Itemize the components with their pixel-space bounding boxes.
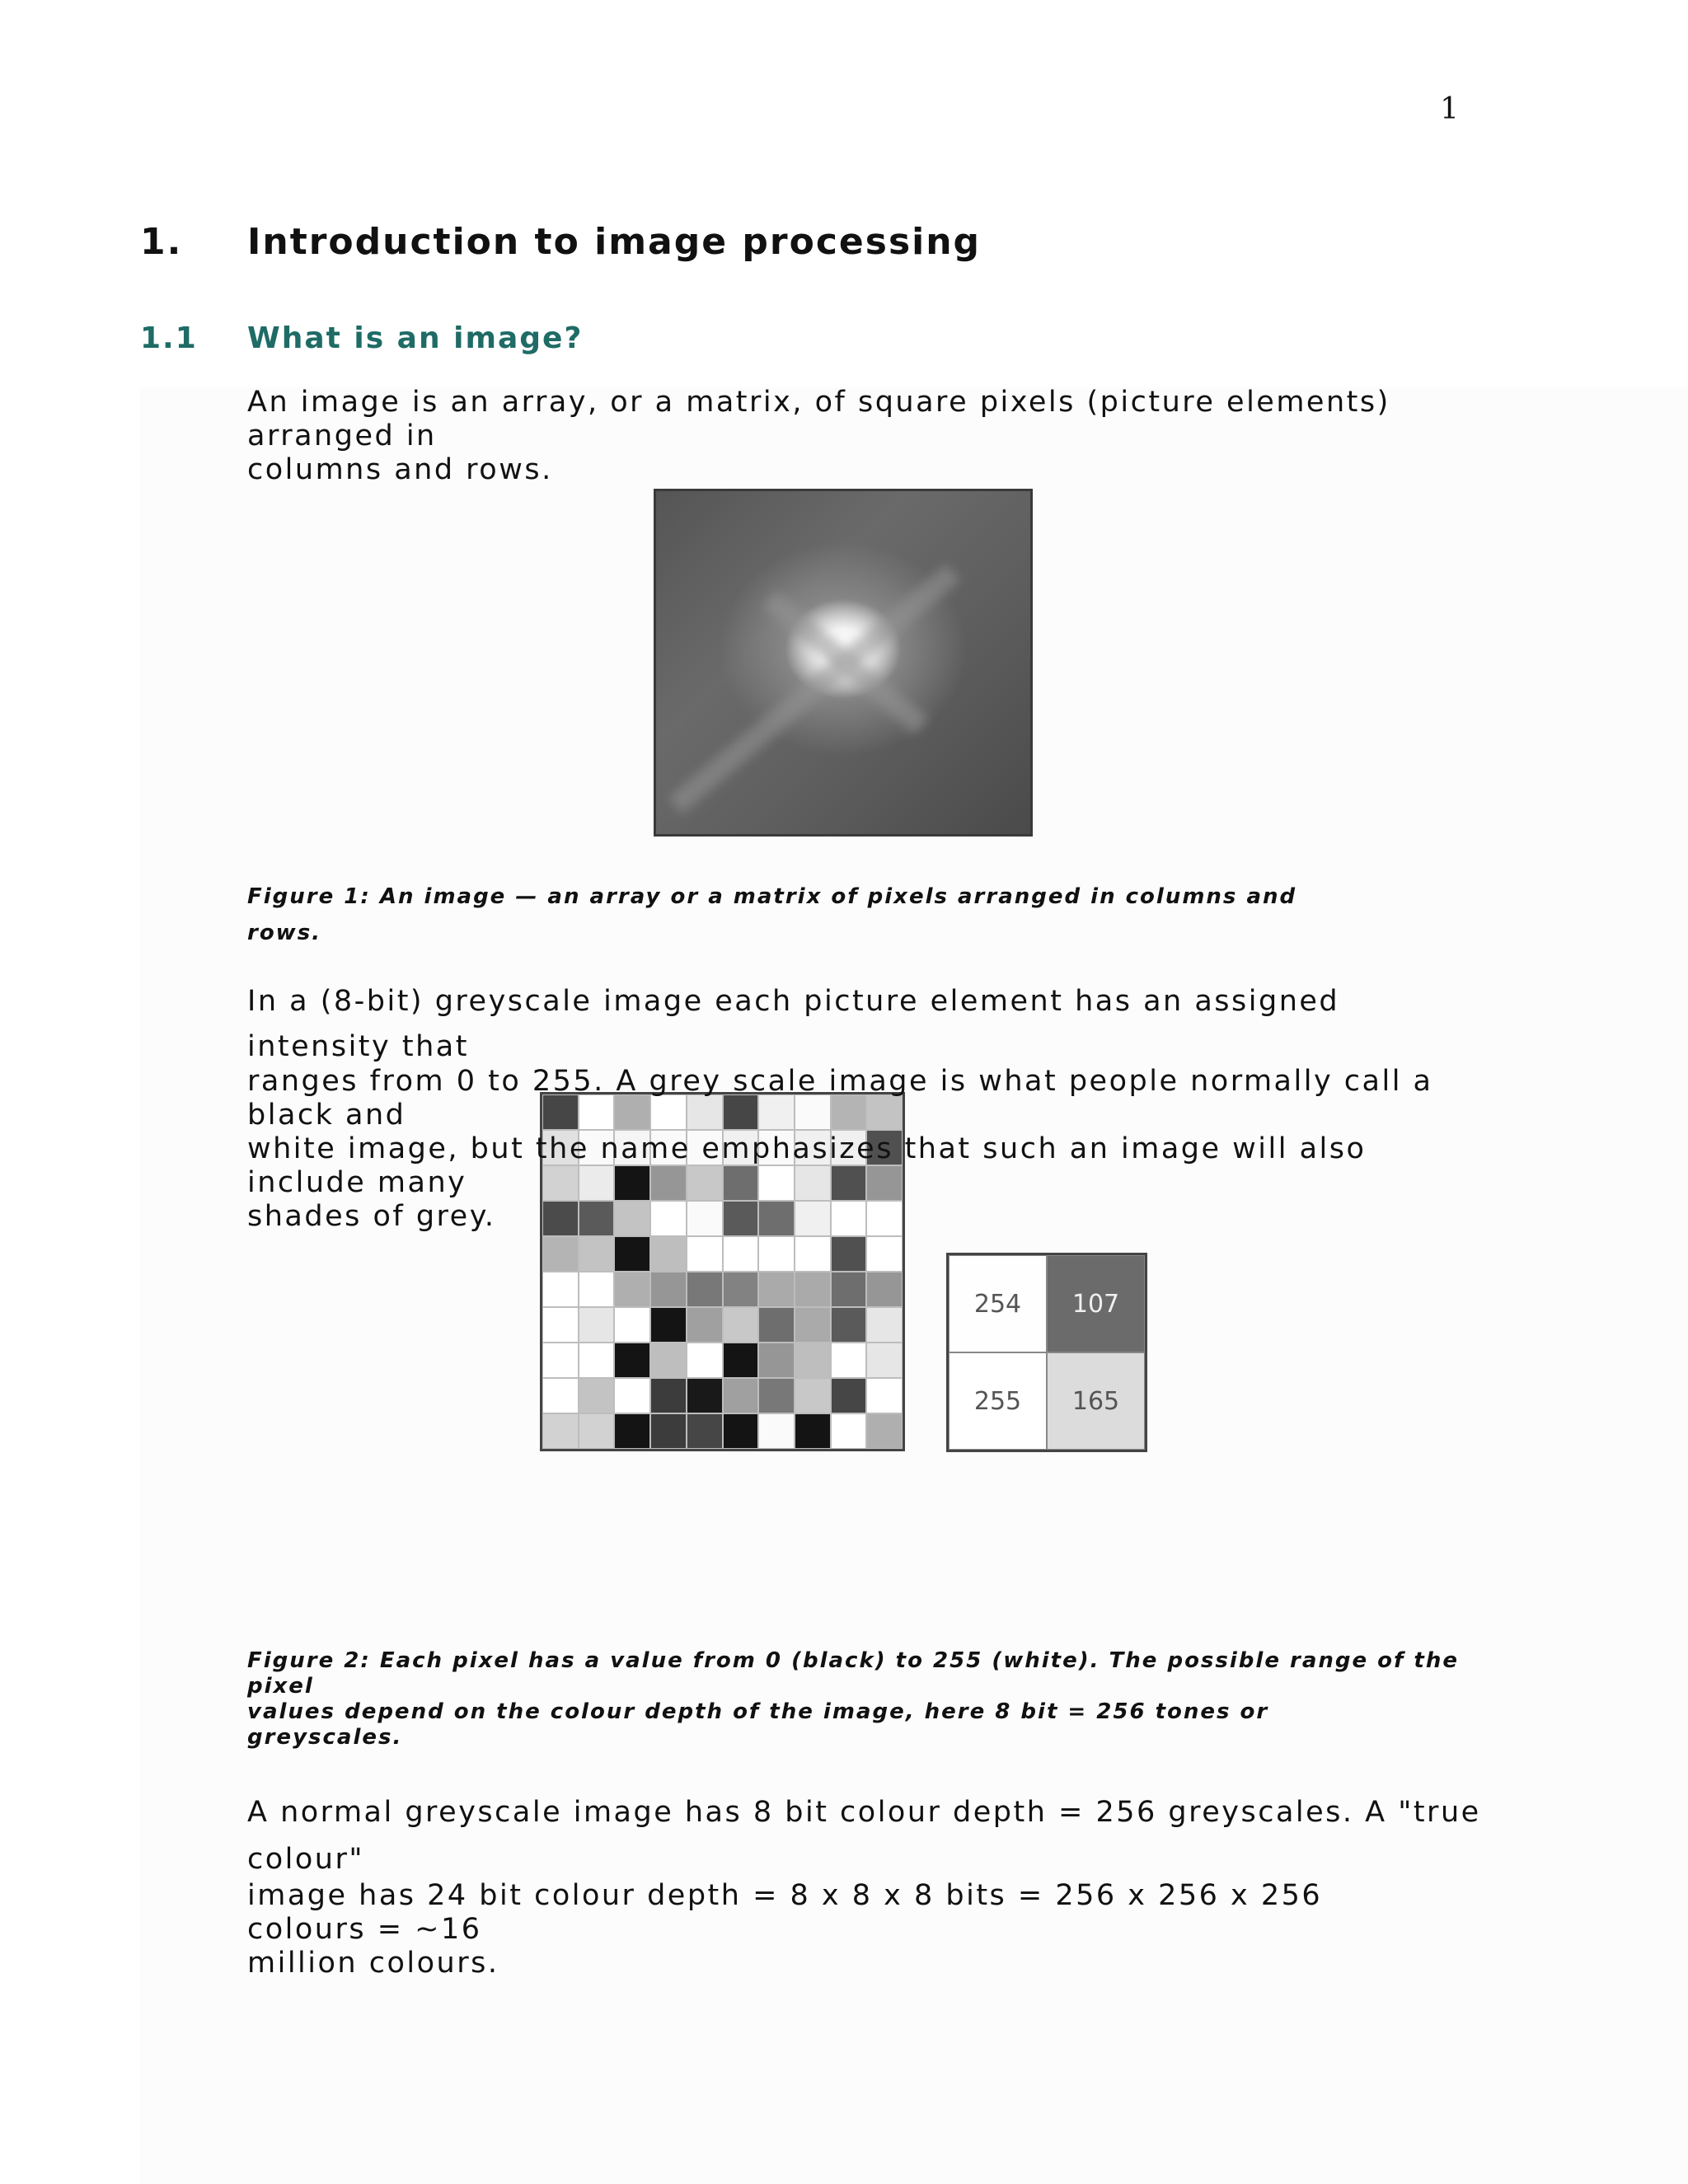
pixel-cell [866,1413,903,1449]
paragraph-line: white image, but the name emphasizes that such an image will also [247,1132,1367,1165]
pixel-cell [650,1343,687,1378]
caption-line: greyscales. [247,1725,403,1750]
paragraph-line: include many [247,1166,467,1199]
paragraph-greyscale [247,984,1433,1234]
pixel-cell [687,1272,723,1307]
pixel-cell [614,1272,650,1307]
caption-line: values depend on the colour depth of the image, here 8 bit = 256 tones or [247,1699,1269,1724]
paragraph-line: image has 24 bit colour depth = 8 x 8 x 8 bits = 256 x 256 x 256 [247,1879,1323,1912]
caption-line: Figure 1: An image — an array or a matrix of pixels arranged in columns and [247,884,1297,909]
pixel-value-label: 255 [949,1352,1047,1450]
paragraph-line: ranges from 0 to 255. A grey scale image is what people normally call a [247,1065,1433,1098]
figure-2-zoomed-pixels [946,1253,1147,1452]
pixel-cell [687,1413,723,1449]
pixel-cell [542,1236,579,1272]
pixel-cell [795,1307,831,1343]
caption-line: rows. [247,921,322,945]
paragraph-line: An image is an array, or a matrix, of square pixels (picture elements) [247,386,1390,419]
paragraph-line: colours = ~16 [247,1913,482,1946]
pixel-cell [579,1236,615,1272]
figure-2-caption [247,1648,1459,1750]
pixel-cell [723,1378,759,1413]
pixel-cell [614,1378,650,1413]
pixel-cell [831,1343,867,1378]
pixel-cell [614,1343,650,1378]
pixel-cell [542,1413,579,1449]
pixel-cell [614,1413,650,1449]
paragraph-line: columns and rows. [247,453,553,486]
pixel-cell [866,1378,903,1413]
pixel-cell [758,1343,795,1378]
pixel-value-label: 165 [1047,1352,1145,1450]
caption-line: Figure 2: Each pixel has a value from 0 (black) to 255 (white). The possible range of the [247,1648,1459,1673]
pixel-cell [866,1343,903,1378]
paragraph-line: shades of grey. [247,1200,496,1233]
pixel-cell [542,1378,579,1413]
pixel-cell [866,1236,903,1272]
pixel-cell [542,1307,579,1343]
pixel-cell [614,1236,650,1272]
section-number: 1.1 [140,321,198,355]
paragraph-line: In a (8-bit) greyscale image each picture element has an assigned [247,985,1340,1018]
pixel-cell [866,1272,903,1307]
pixel-cell [687,1378,723,1413]
pixel-cell [723,1307,759,1343]
figure-1-caption [247,879,1418,951]
chapter-number: 1. [140,221,183,263]
page-number: 1 [1440,92,1459,126]
paragraph-line: million colours. [247,1947,499,1980]
pixel-cell [723,1236,759,1272]
pixel-cell [831,1272,867,1307]
pixel-cell [614,1307,650,1343]
figure-1-image [654,489,1033,837]
pixel-cell [831,1378,867,1413]
pixel-cell [579,1307,615,1343]
pixel-cell [758,1378,795,1413]
pixel-cell [579,1343,615,1378]
pixel-cell [650,1378,687,1413]
paragraph-colour-depth [247,1793,1481,1980]
pixel-cell [650,1236,687,1272]
pixel-value-label: 107 [1047,1255,1145,1352]
chapter-title: Introduction to image processing [247,221,982,263]
pixel-cell [650,1413,687,1449]
pixel-cell [795,1413,831,1449]
pixel-cell [579,1272,615,1307]
paragraph-intro [247,386,1418,487]
pixel-cell [723,1343,759,1378]
pixel-cell [831,1413,867,1449]
pixel-cell [758,1307,795,1343]
pixel-cell [795,1378,831,1413]
pixel-value-label: 254 [949,1255,1047,1352]
pixel-cell [831,1307,867,1343]
pixel-cell [758,1236,795,1272]
pixel-cell [542,1272,579,1307]
pixel-cell [795,1236,831,1272]
pixel-cell [795,1343,831,1378]
paragraph-line: A normal greyscale image has 8 bit colour depth = 256 greyscales. A "true [247,1796,1481,1829]
paragraph-line: colour" [247,1843,364,1876]
paragraph-line: black and [247,1099,406,1132]
pixel-cell [650,1272,687,1307]
pixel-cell [795,1272,831,1307]
pixel-cell [866,1307,903,1343]
section-title: What is an image? [247,321,584,355]
caption-line: pixel [247,1674,314,1699]
pixel-cell [723,1272,759,1307]
pixel-cell [723,1413,759,1449]
pixel-cell [758,1272,795,1307]
pixel-cell [687,1307,723,1343]
pixel-cell [687,1343,723,1378]
pixel-cell [579,1378,615,1413]
pixel-cell [831,1236,867,1272]
pixel-cell [542,1343,579,1378]
paragraph-line: arranged in [247,419,437,452]
pixel-cell [579,1413,615,1449]
pixel-cell [687,1236,723,1272]
pixel-cell [650,1307,687,1343]
pixel-cell [758,1413,795,1449]
paragraph-line: intensity that [247,1030,469,1063]
